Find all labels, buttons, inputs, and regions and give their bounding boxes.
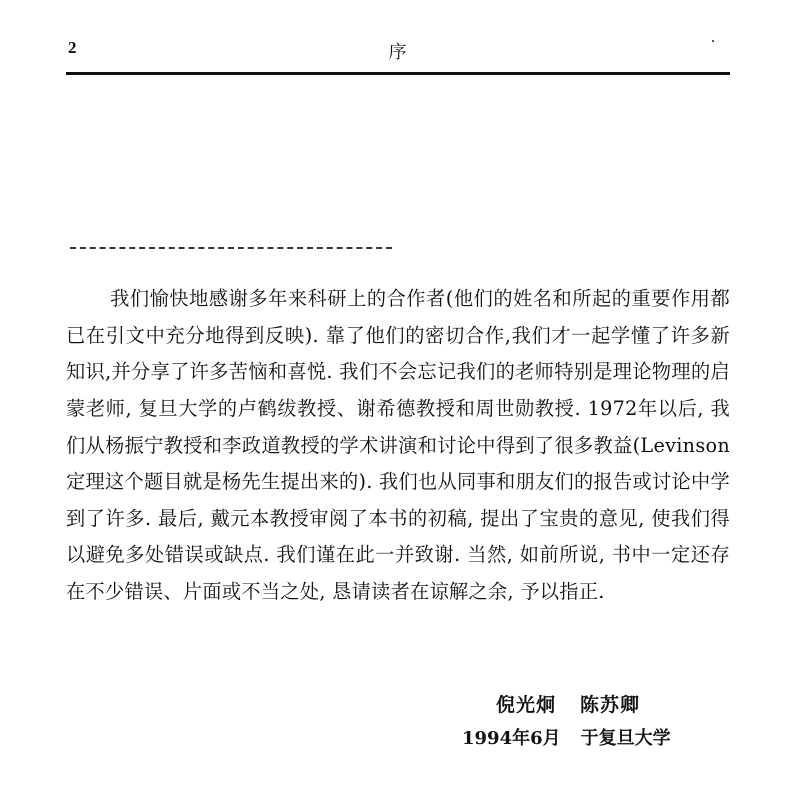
- page-number: 2: [68, 38, 77, 57]
- author-name: 倪光炯: [496, 694, 557, 716]
- signature-dateline: [462, 724, 671, 750]
- signature-authors: [496, 690, 640, 717]
- dotted-separator: [70, 247, 392, 249]
- author-name: 陈苏卿: [580, 694, 641, 716]
- scan-speck: [712, 40, 714, 42]
- signature-place: 于复旦大学: [580, 728, 671, 749]
- acknowledgement-paragraph: 我们愉快地感谢多年来科研上的合作者(他们的姓名和所起的重要作用都已在引文中充分地得到反映). 靠了他们的密切合作,我们才一起学懂了许多新知识,并分享了许多苦恼和喜悦. 我们不会忘记我们的老师特别是理论物理的启蒙老师, 复旦大学的卢鹤绂教授、谢希德教授和周世勋教授. 1972年以后, 我们从杨振宁教授和李政道教授的学术讲演和讨论中得到了很多教益(Levinson定理这个题目就是杨先生提出来的). 我们也从同事和朋友们的报告或讨论中学到了许多. 最后, 戴元本教授审阅了本书的初稿, 提出了宝贵的意见, 使我们得以避免多处错误或缺点. 我们谨在此一并致谢. 当然, 如前所说, 书中一定还存在不少错误、片面或不当之处, 恳请读者在谅解之余, 予以指正.: [66, 287, 730, 603]
- header-rule: [66, 72, 730, 75]
- running-title: 序: [388, 42, 409, 63]
- signature-date: 1994年6月: [462, 728, 561, 749]
